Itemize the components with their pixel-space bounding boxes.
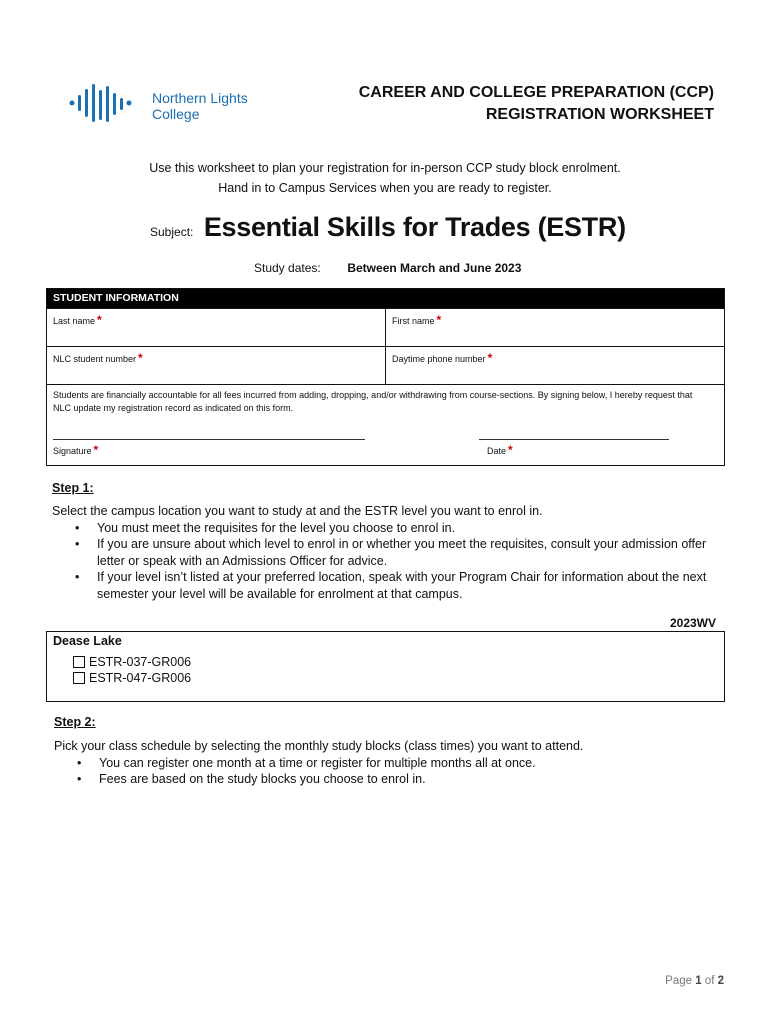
last-name-label: Last name — [53, 316, 96, 326]
location-name: Dease Lake — [53, 634, 122, 648]
first-name-label: First name — [392, 316, 435, 326]
date-label-wrap — [487, 443, 513, 457]
step-2-heading: Step 2: — [54, 715, 96, 729]
list-item: • You must meet the requisites for the level you choose to enrol in. — [97, 520, 722, 537]
intro-line-1: Use this worksheet to plan your registration for in-person CCP study block enrolment. — [149, 161, 621, 175]
student-information-table — [46, 288, 725, 466]
signature-line[interactable] — [53, 439, 365, 440]
required-mark: * — [93, 443, 99, 457]
intro-text — [0, 158, 770, 198]
logo-wordmark — [152, 90, 248, 122]
logo-line-2: College — [152, 106, 200, 122]
checkbox[interactable] — [73, 672, 85, 684]
required-mark: * — [487, 351, 493, 365]
date-line[interactable] — [479, 439, 669, 440]
signature-section — [47, 384, 724, 465]
list-item: • If your level isn’t listed at your preferred location, speak with your Program Chair for information about the next semester your level will be available for enrolment at that campus. — [97, 569, 722, 602]
study-dates-value: Between March and June 2023 — [347, 261, 522, 275]
step-1-heading: Step 1: — [52, 481, 94, 495]
list-item: • Fees are based on the study blocks you choose to enrol in. — [99, 771, 724, 788]
course-option[interactable] — [73, 671, 191, 685]
page-word: Page — [665, 975, 692, 987]
page-current: 1 — [695, 975, 702, 987]
phone-label: Daytime phone number — [392, 354, 486, 364]
student-information-heading: STUDENT INFORMATION — [47, 289, 724, 308]
financial-disclaimer: Students are financially accountable for all fees incurred from adding, dropping, and/or withdrawing from course-sections. By signing below, I hereby request that NLC update my registration record as indicated on this form. — [53, 390, 693, 413]
last-name-field[interactable] — [47, 309, 385, 346]
contact-row — [47, 346, 724, 384]
location-box — [46, 631, 725, 702]
subject-value: Essential Skills for Trades (ESTR) — [203, 212, 626, 242]
step-2-body — [54, 738, 724, 788]
college-logo — [68, 80, 268, 126]
logo-line-1: Northern Lights — [152, 90, 248, 106]
subject-row — [150, 212, 626, 243]
page-total: 2 — [717, 975, 724, 987]
step-1-body — [52, 503, 722, 602]
required-mark: * — [436, 313, 442, 327]
document-title — [359, 82, 714, 126]
student-number-label: NLC student number — [53, 354, 137, 364]
course-option-label: ESTR-047-GR006 — [89, 671, 192, 685]
name-row — [47, 308, 724, 346]
required-mark: * — [508, 443, 513, 457]
signature-label-wrap — [53, 443, 98, 457]
term-code: 2023WV — [669, 616, 716, 630]
study-dates-row — [254, 261, 521, 275]
required-mark: * — [138, 351, 143, 365]
list-item: • You can register one month at a time or register for multiple months all at once. — [99, 755, 724, 772]
date-label: Date — [487, 446, 507, 456]
step-2-bullets — [54, 755, 724, 788]
intro-line-2: Hand in to Campus Services when you are ready to register. — [218, 181, 552, 195]
of-word: of — [704, 975, 715, 987]
required-mark: * — [97, 313, 102, 327]
sound-wave-bars-icon — [68, 80, 138, 126]
step-1-intro: Select the campus location you want to study at and the ESTR level you want to enrol in. — [52, 504, 543, 518]
study-dates-label: Study dates: — [254, 261, 321, 275]
title-line-2: REGISTRATION WORKSHEET — [485, 106, 714, 123]
page-number — [665, 975, 724, 987]
signature-label: Signature — [53, 446, 92, 456]
student-number-field[interactable] — [47, 347, 385, 384]
subject-label: Subject: — [150, 225, 194, 239]
checkbox[interactable] — [73, 656, 85, 668]
first-name-field[interactable] — [385, 309, 724, 346]
step-2-intro: Pick your class schedule by selecting the monthly study blocks (class times) you want to attend. — [54, 739, 584, 753]
list-item: • If you are unsure about which level to enrol in or whether you meet the requisites, consult your admission offer letter or speak with an Admissions Officer for advice. — [97, 536, 722, 569]
step-1-bullets — [52, 520, 722, 603]
phone-field[interactable] — [385, 347, 724, 384]
course-option-label: ESTR-037-GR006 — [89, 655, 192, 669]
title-line-1: CAREER AND COLLEGE PREPARATION (CCP) — [358, 84, 714, 101]
course-option[interactable] — [73, 655, 191, 669]
